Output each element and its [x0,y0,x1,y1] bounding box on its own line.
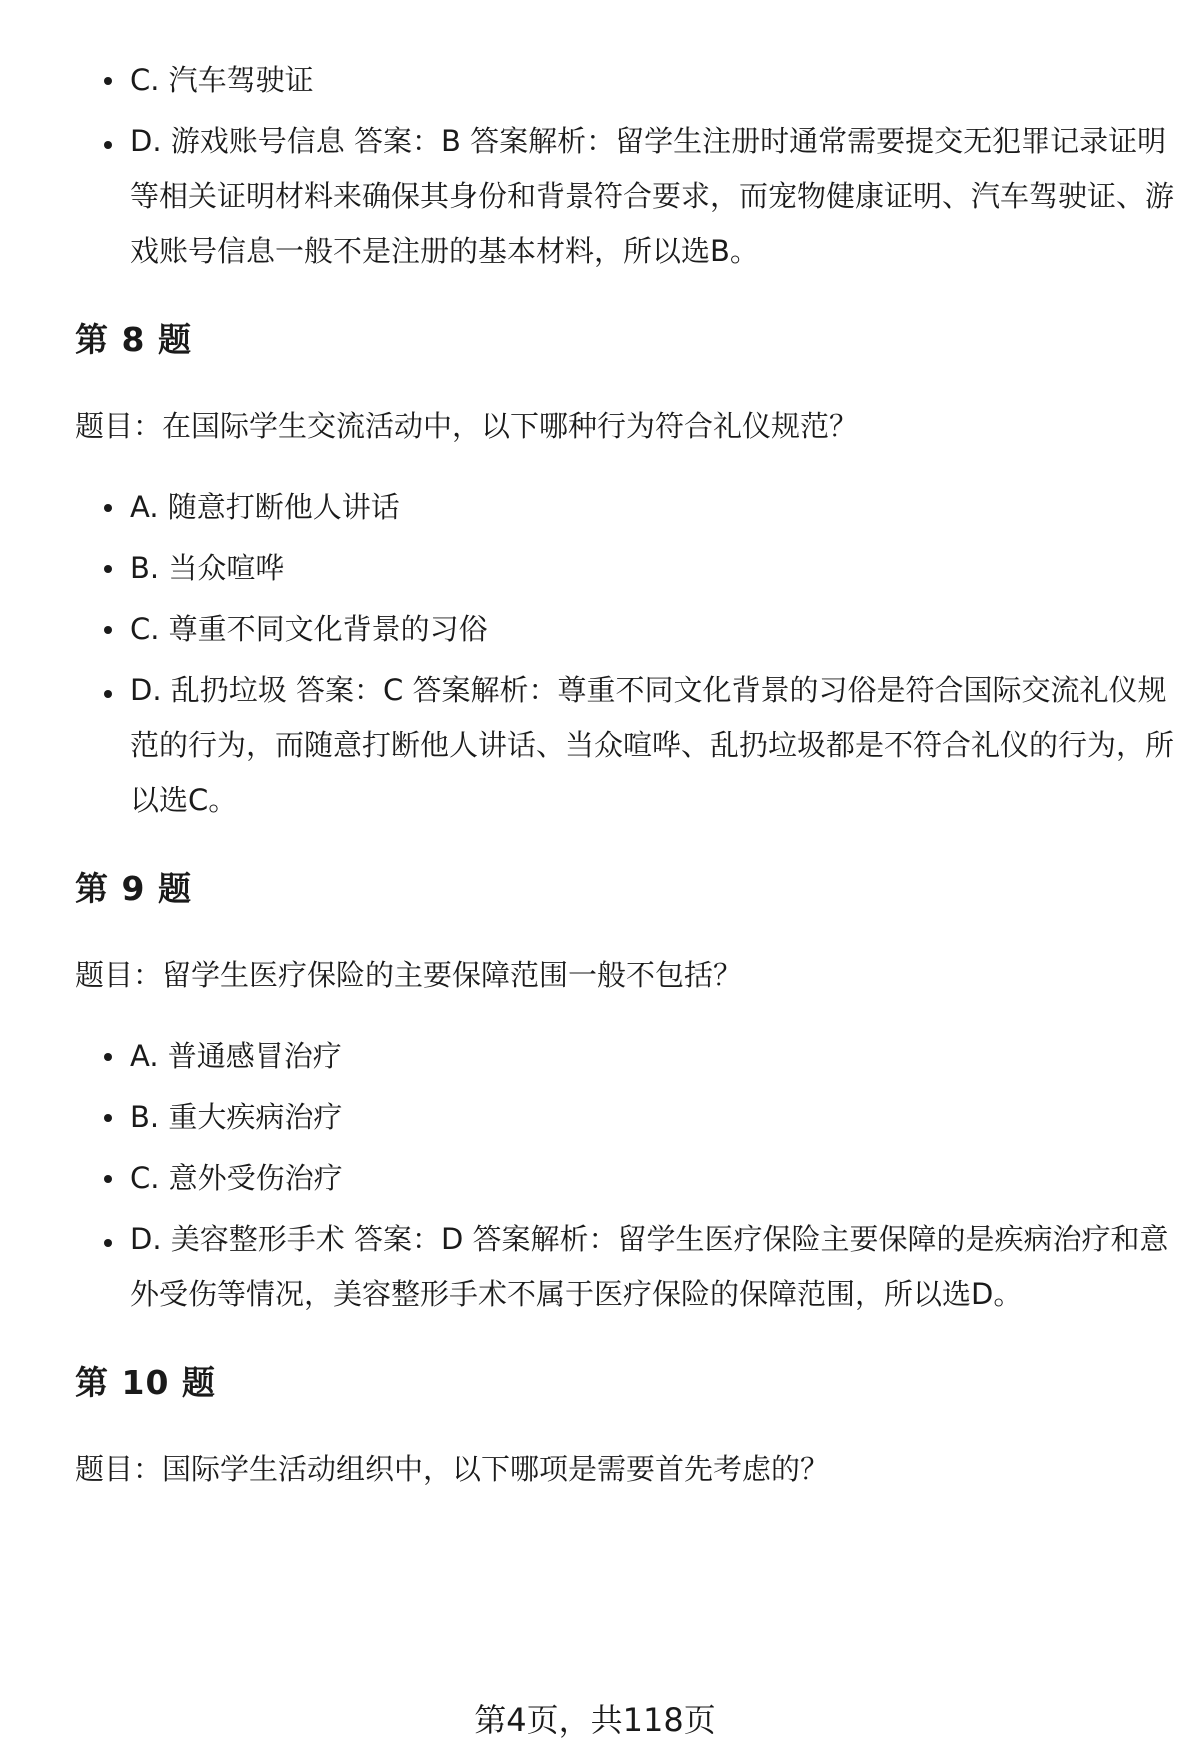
q8-options [75,477,1175,828]
q9-options [75,1026,1175,1322]
q9-option-b: B. 重大疾病治疗 [75,1087,1175,1148]
q10-heading: 第 10 题 [75,1363,216,1402]
q9-stem: 题目：留学生医疗保险的主要保障范围一般不包括？ [75,958,743,992]
q8-heading: 第 8 题 [75,320,192,359]
q9-option-c: C. 意外受伤治疗 [75,1148,1175,1209]
q8-option-c: C. 尊重不同文化背景的习俗 [75,599,1175,660]
page-footer: 第4页，共118页 [474,1701,716,1739]
q8-option-a: A. 随意打断他人讲话 [75,477,1175,538]
q8-option-d-answer: D. 乱扔垃圾 答案：C 答案解析：尊重不同文化背景的习俗是符合国际交流礼仪规范的行为，而随意打断他人讲话、当众喧哗、乱扔垃圾都是不符合礼仪的行为，所以选C。 [75,663,1175,828]
q9-heading: 第 9 题 [75,869,192,908]
q10-stem: 题目：国际学生活动组织中，以下哪项是需要首先考虑的？ [75,1452,830,1486]
q8-stem: 题目：在国际学生交流活动中，以下哪种行为符合礼仪规范？ [75,409,859,443]
page-content [75,58,1175,1492]
q7-option-d-answer: D. 游戏账号信息 答案：B 答案解析：留学生注册时通常需要提交无犯罪记录证明等相关证明材料来确保其身份和背景符合要求，而宠物健康证明、汽车驾驶证、游戏账号信息一般不是注册的基本材料，所以选B。 [75,114,1175,279]
q7-options [75,50,1175,279]
q8-option-b: B. 当众喧哗 [75,538,1175,599]
q9-option-d-answer: D. 美容整形手术 答案：D 答案解析：留学生医疗保险主要保障的是疾病治疗和意外受伤等情况，美容整形手术不属于医疗保险的保障范围，所以选D。 [75,1212,1175,1322]
q9-option-a: A. 普通感冒治疗 [75,1026,1175,1087]
q7-option-c: C. 汽车驾驶证 [75,50,1175,111]
